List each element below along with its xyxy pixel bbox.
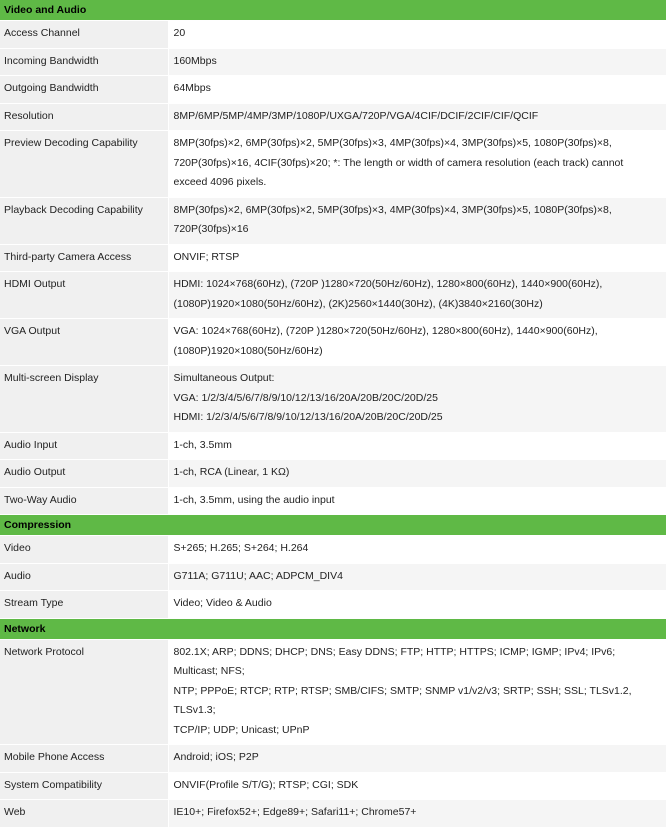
spec-value-line: 802.1X; ARP; DDNS; DHCP; DNS; Easy DDNS; FTP; HTTP; HTTPS; ICMP; IGMP; IPv4; IPv6; Multicast; NFS; <box>173 645 616 677</box>
spec-row <box>0 21 666 49</box>
spec-value-line: (1080P)1920×1080(50Hz/60Hz), (2K)2560×1440(30Hz), (4K)3840×2160(30Hz) <box>173 297 543 310</box>
spec-value <box>168 591 666 619</box>
spec-value-line: S+265; H.265; S+264; H.264 <box>173 542 309 554</box>
spec-label: Outgoing Bandwidth <box>0 76 168 104</box>
spec-row <box>0 800 666 828</box>
spec-value-line: ONVIF; RTSP <box>173 250 240 263</box>
spec-value-line: 160Mbps <box>173 54 217 67</box>
spec-value <box>168 76 666 104</box>
spec-label: Web <box>0 800 168 828</box>
section-title: Network <box>0 618 666 639</box>
spec-value-line: Video; Video & Audio <box>173 597 272 609</box>
spec-value <box>168 103 666 131</box>
spec-label: Audio <box>0 563 168 591</box>
section-title: Video and Audio <box>0 0 666 21</box>
spec-row <box>0 745 666 773</box>
spec-value <box>168 432 666 460</box>
spec-value <box>168 197 666 244</box>
spec-row <box>0 639 666 745</box>
spec-row <box>0 319 666 366</box>
spec-value-line: 8MP(30fps)×2, 6MP(30fps)×2, 5MP(30fps)×3, 4MP(30fps)×4, 3MP(30fps)×5, 1080P(30fps)×8, <box>173 203 612 216</box>
spec-row <box>0 563 666 591</box>
section-header <box>0 618 666 639</box>
spec-value-line: 720P(30fps)×16, 4CIF(30fps)×20; *: The length or width of camera resolution (each track) cannot <box>173 156 624 169</box>
spec-row <box>0 591 666 619</box>
spec-value-line: 20 <box>173 27 186 39</box>
spec-value <box>168 536 666 564</box>
spec-label: Access Channel <box>0 21 168 49</box>
spec-label: Network Protocol <box>0 639 168 745</box>
spec-value <box>168 800 666 828</box>
spec-label: Multi-screen Display <box>0 366 168 433</box>
spec-value-line: 8MP(30fps)×2, 6MP(30fps)×2, 5MP(30fps)×3, 4MP(30fps)×4, 3MP(30fps)×5, 1080P(30fps)×8, <box>173 137 612 149</box>
spec-row <box>0 272 666 319</box>
spec-value-line: (1080P)1920×1080(50Hz/60Hz) <box>173 344 323 357</box>
spec-row <box>0 197 666 244</box>
spec-value-line: 8MP/6MP/5MP/4MP/3MP/1080P/UXGA/720P/VGA/4CIF/DCIF/2CIF/CIF/QCIF <box>173 109 539 122</box>
spec-value-line: VGA: 1/2/3/4/5/6/7/8/9/10/12/13/16/20A/20B/20C/20D/25 <box>173 391 438 404</box>
spec-label: Incoming Bandwidth <box>0 48 168 76</box>
spec-row <box>0 487 666 515</box>
spec-value-line: 1-ch, 3.5mm <box>173 438 232 451</box>
spec-row <box>0 103 666 131</box>
spec-label: HDMI Output <box>0 272 168 319</box>
spec-value <box>168 48 666 76</box>
spec-value <box>168 487 666 515</box>
spec-value-line: HDMI: 1/2/3/4/5/6/7/8/9/10/12/13/16/20A/20B/20C/20D/25 <box>173 411 443 423</box>
spec-row <box>0 432 666 460</box>
spec-value-line: exceed 4096 pixels. <box>173 176 267 188</box>
spec-value <box>168 745 666 773</box>
spec-value-line: ONVIF(Profile S/T/G); RTSP; CGI; SDK <box>173 778 359 791</box>
spec-row <box>0 460 666 488</box>
spec-label: Two-Way Audio <box>0 487 168 515</box>
spec-label: Stream Type <box>0 591 168 619</box>
spec-row <box>0 131 666 198</box>
spec-value-line: HDMI: 1024×768(60Hz), (720P )1280×720(50Hz/60Hz), 1280×800(60Hz), 1440×900(60Hz), <box>173 278 603 290</box>
spec-value-line: 1-ch, 3.5mm, using the audio input <box>173 493 335 506</box>
spec-label: Mobile Phone Access <box>0 745 168 773</box>
spec-value <box>168 772 666 800</box>
spec-value <box>168 131 666 198</box>
spec-row <box>0 76 666 104</box>
spec-value <box>168 272 666 319</box>
spec-value <box>168 319 666 366</box>
spec-value <box>168 639 666 745</box>
spec-label: Third-party Camera Access <box>0 244 168 272</box>
spec-row <box>0 366 666 433</box>
spec-label: Playback Decoding Capability <box>0 197 168 244</box>
spec-label: Video <box>0 536 168 564</box>
spec-value-line: IE10+; Firefox52+; Edge89+; Safari11+; Chrome57+ <box>173 806 417 818</box>
spec-value-line: 720P(30fps)×16 <box>173 223 249 235</box>
spec-value-line: 1-ch, RCA (Linear, 1 KΩ) <box>173 466 290 478</box>
spec-label: System Compatibility <box>0 772 168 800</box>
spec-row <box>0 536 666 564</box>
spec-value-line: Simultaneous Output: <box>173 372 275 384</box>
spec-value-line: VGA: 1024×768(60Hz), (720P )1280×720(50Hz/60Hz), 1280×800(60Hz), 1440×900(60Hz), <box>173 325 598 337</box>
spec-label: VGA Output <box>0 319 168 366</box>
spec-row <box>0 244 666 272</box>
spec-value <box>168 460 666 488</box>
section-header <box>0 0 666 21</box>
spec-value <box>168 21 666 49</box>
spec-value <box>168 366 666 433</box>
spec-value-line: Android; iOS; P2P <box>173 751 259 763</box>
spec-label: Preview Decoding Capability <box>0 131 168 198</box>
spec-row <box>0 48 666 76</box>
spec-value <box>168 563 666 591</box>
spec-label: Audio Input <box>0 432 168 460</box>
section-title: Compression <box>0 515 666 536</box>
spec-value-line: 64Mbps <box>173 82 211 94</box>
spec-value <box>168 244 666 272</box>
spec-value-line: NTP; PPPoE; RTCP; RTP; RTSP; SMB/CIFS; SMTP; SNMP v1/v2/v3; SRTP; SSH; SSL; TLSv1.2, TLSv1.3; <box>173 684 632 716</box>
section-header <box>0 515 666 536</box>
spec-row <box>0 772 666 800</box>
spec-label: Resolution <box>0 103 168 131</box>
spec-value-line: G711A; G711U; AAC; ADPCM_DIV4 <box>173 569 343 582</box>
spec-value-line: TCP/IP; UDP; Unicast; UPnP <box>173 723 310 736</box>
spec-label: Audio Output <box>0 460 168 488</box>
